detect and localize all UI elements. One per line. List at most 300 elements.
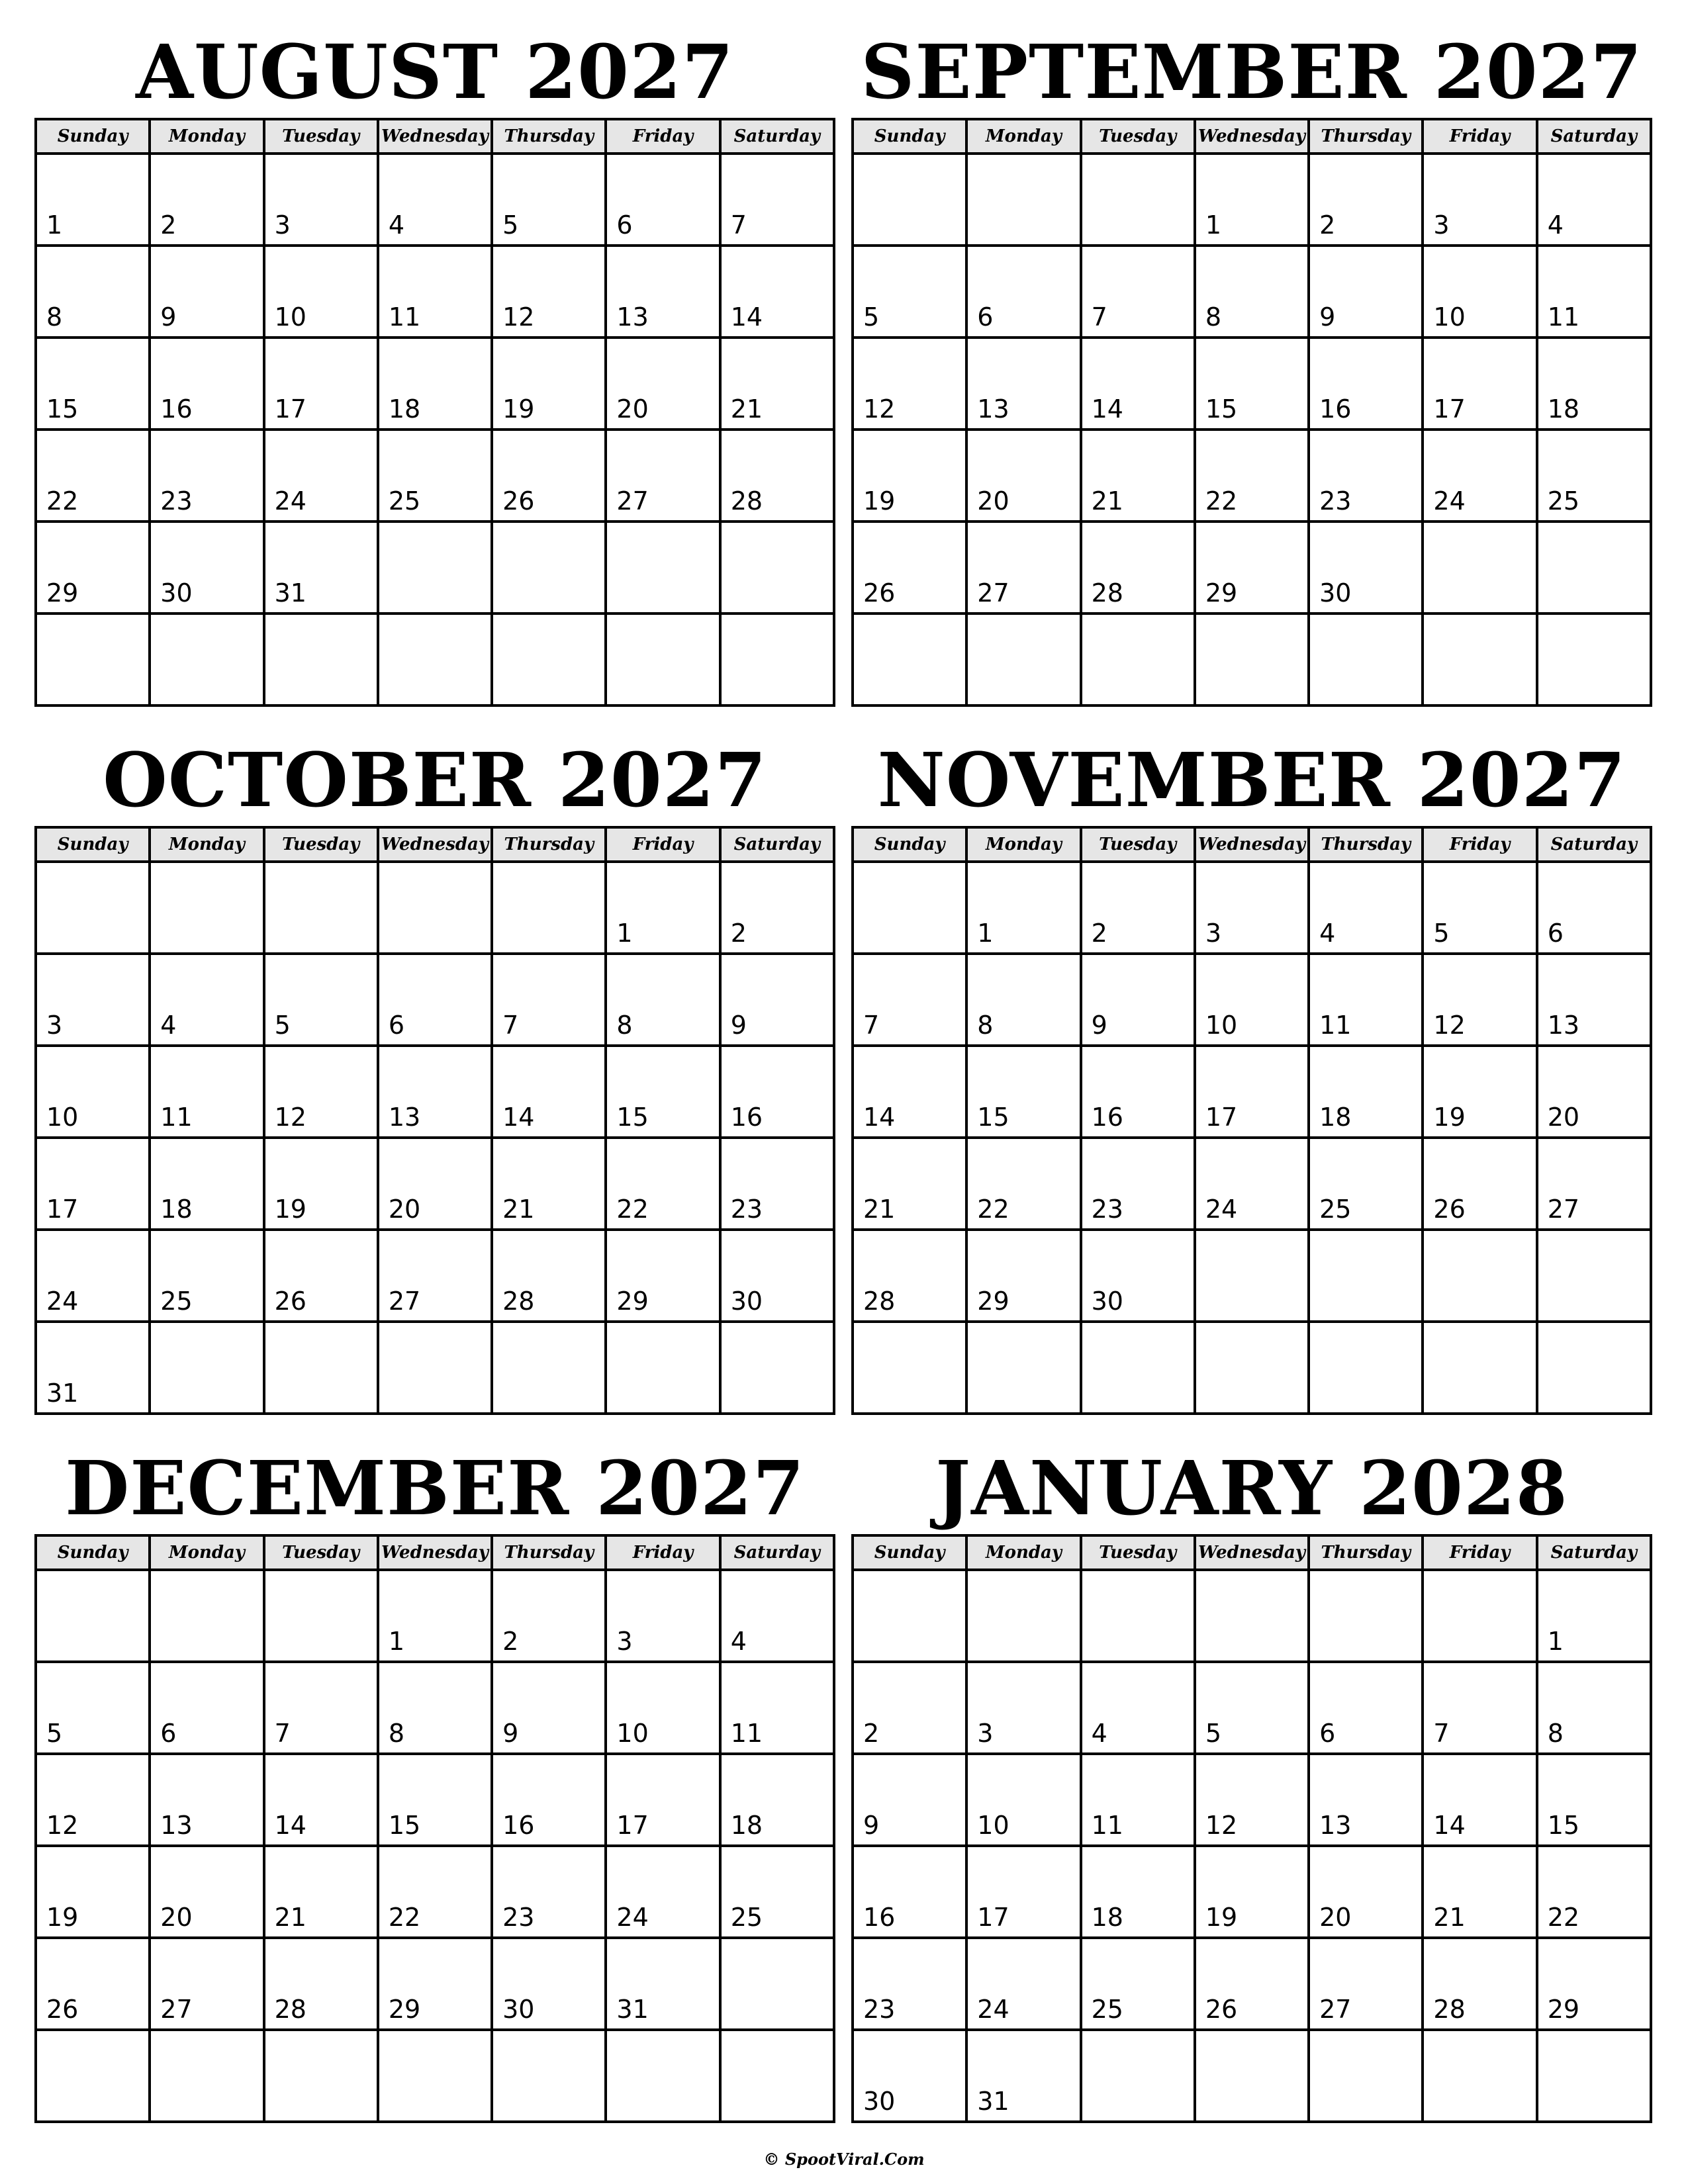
day-cell — [264, 1754, 378, 1846]
day-number: 12 — [274, 1103, 306, 1132]
day-cell — [1195, 1846, 1309, 1938]
day-cell — [378, 1230, 492, 1322]
day-cell — [1309, 246, 1423, 338]
day-cell — [1309, 1846, 1423, 1938]
day-cell — [1537, 1322, 1651, 1414]
day-number: 26 — [1205, 1995, 1238, 2024]
day-number: 19 — [274, 1195, 306, 1224]
day-cell — [966, 862, 1080, 954]
day-cell — [378, 1754, 492, 1846]
day-cell — [1537, 246, 1651, 338]
month-grid — [34, 1534, 835, 2123]
day-number: 22 — [977, 1195, 1009, 1224]
day-number: 19 — [1433, 1103, 1466, 1132]
day-cell — [1309, 430, 1423, 522]
footer-credit: © SpootViral.Com — [763, 2150, 925, 2169]
day-number: 7 — [1433, 1719, 1450, 1748]
week-row — [36, 954, 834, 1046]
day-cell — [492, 1046, 606, 1138]
month-grid — [851, 118, 1652, 707]
month-grid — [851, 826, 1652, 1415]
day-number: 7 — [863, 1011, 880, 1040]
day-cell — [1423, 1754, 1536, 1846]
weekday-header-row — [36, 1535, 834, 1570]
day-cell — [1309, 522, 1423, 614]
day-cell — [36, 1662, 150, 1754]
day-cell — [1081, 1322, 1195, 1414]
day-cell — [36, 338, 150, 430]
weekday-header: Sunday — [36, 827, 150, 862]
day-number: 9 — [502, 1719, 519, 1748]
day-number: 13 — [616, 302, 649, 332]
day-cell — [966, 954, 1080, 1046]
day-cell — [378, 522, 492, 614]
day-cell — [1537, 1230, 1651, 1322]
day-cell — [966, 1754, 1080, 1846]
day-cell — [853, 1046, 966, 1138]
day-number: 15 — [46, 394, 79, 424]
day-cell — [36, 1230, 150, 1322]
day-cell — [264, 1322, 378, 1414]
day-cell — [264, 1046, 378, 1138]
day-cell — [966, 522, 1080, 614]
month-title-text: AUGUST 2027 — [136, 29, 734, 116]
day-cell — [36, 1046, 150, 1138]
day-cell — [606, 614, 720, 705]
day-number: 5 — [1205, 1719, 1222, 1748]
day-cell — [1537, 954, 1651, 1046]
month-title-text: NOVEMBER 2027 — [877, 737, 1626, 824]
month-calendar — [34, 0, 835, 683]
day-number: 28 — [502, 1287, 535, 1316]
day-cell — [853, 1230, 966, 1322]
day-number: 16 — [730, 1103, 763, 1132]
day-cell — [1081, 154, 1195, 246]
day-cell — [1081, 1230, 1195, 1322]
month-title-text: DECEMBER 2027 — [65, 1445, 805, 1532]
day-number: 18 — [1091, 1903, 1123, 1932]
day-cell — [1423, 338, 1536, 430]
day-cell — [1309, 614, 1423, 705]
day-number: 22 — [46, 486, 79, 516]
day-number: 31 — [46, 1379, 79, 1408]
day-number: 1 — [46, 210, 63, 240]
day-cell — [378, 954, 492, 1046]
day-cell — [36, 154, 150, 246]
day-number: 5 — [274, 1011, 291, 1040]
day-number: 10 — [616, 1719, 649, 1748]
weekday-header: Thursday — [1309, 1535, 1423, 1570]
weekday-header: Sunday — [36, 119, 150, 154]
day-cell — [1309, 154, 1423, 246]
day-cell — [1537, 614, 1651, 705]
day-cell — [36, 1138, 150, 1230]
day-number: 30 — [502, 1995, 535, 2024]
weekday-header: Sunday — [36, 1535, 150, 1570]
day-number: 13 — [977, 394, 1009, 424]
day-cell — [378, 246, 492, 338]
weekday-header-row — [853, 827, 1651, 862]
day-number: 1 — [1547, 1627, 1564, 1656]
day-number: 27 — [160, 1995, 193, 2024]
day-number: 29 — [46, 578, 79, 608]
day-cell — [150, 954, 263, 1046]
day-number: 14 — [1091, 394, 1123, 424]
day-number: 10 — [977, 1811, 1009, 1840]
week-row — [36, 614, 834, 705]
day-cell — [378, 1138, 492, 1230]
month-title-text: OCTOBER 2027 — [103, 737, 767, 824]
day-cell — [606, 1938, 720, 2030]
day-number: 25 — [1091, 1995, 1123, 2024]
week-row — [36, 1230, 834, 1322]
day-cell — [1195, 1046, 1309, 1138]
day-cell — [1195, 614, 1309, 705]
day-number: 8 — [46, 302, 63, 332]
day-cell — [1195, 862, 1309, 954]
day-cell — [606, 1754, 720, 1846]
day-number: 5 — [502, 210, 519, 240]
day-number: 12 — [502, 302, 535, 332]
day-cell — [966, 1938, 1080, 2030]
day-cell — [1309, 1138, 1423, 1230]
day-number: 20 — [388, 1195, 421, 1224]
day-number: 6 — [1319, 1719, 1336, 1748]
day-number: 28 — [1091, 578, 1123, 608]
day-cell — [720, 862, 834, 954]
day-cell — [1537, 522, 1651, 614]
week-row — [36, 430, 834, 522]
day-cell — [492, 338, 606, 430]
week-row — [36, 1662, 834, 1754]
month-title — [34, 708, 835, 827]
day-number: 18 — [388, 394, 421, 424]
day-cell — [150, 430, 263, 522]
day-number: 20 — [1547, 1103, 1580, 1132]
day-cell — [36, 1846, 150, 1938]
weekday-header: Monday — [966, 827, 1080, 862]
day-cell — [606, 1570, 720, 1662]
weekday-header: Thursday — [492, 827, 606, 862]
day-cell — [1537, 1754, 1651, 1846]
day-number: 17 — [616, 1811, 649, 1840]
day-cell — [966, 614, 1080, 705]
week-row — [36, 1138, 834, 1230]
weekday-header-row — [853, 119, 1651, 154]
day-cell — [1081, 614, 1195, 705]
day-number: 1 — [1205, 210, 1222, 240]
day-number: 11 — [1547, 302, 1580, 332]
day-cell — [378, 338, 492, 430]
day-cell — [1423, 1570, 1536, 1662]
day-number: 12 — [1205, 1811, 1238, 1840]
day-number: 13 — [160, 1811, 193, 1840]
day-cell — [1309, 1662, 1423, 1754]
day-cell — [1309, 1322, 1423, 1414]
day-cell — [492, 2030, 606, 2122]
day-cell — [1081, 1754, 1195, 1846]
day-number: 16 — [502, 1811, 535, 1840]
weekday-header: Friday — [606, 1535, 720, 1570]
day-cell — [264, 1662, 378, 1754]
day-cell — [1195, 1570, 1309, 1662]
day-cell — [378, 614, 492, 705]
day-number: 19 — [46, 1903, 79, 1932]
day-number: 30 — [863, 2087, 896, 2116]
day-number: 28 — [1433, 1995, 1466, 2024]
weekday-header: Monday — [150, 827, 263, 862]
day-number: 23 — [160, 486, 193, 516]
day-number: 3 — [977, 1719, 994, 1748]
day-number: 3 — [1205, 919, 1222, 948]
weekday-header: Tuesday — [264, 827, 378, 862]
week-row — [853, 430, 1651, 522]
day-number: 21 — [1433, 1903, 1466, 1932]
day-number: 20 — [616, 394, 649, 424]
day-cell — [36, 954, 150, 1046]
weekday-header: Monday — [966, 119, 1080, 154]
day-number: 31 — [977, 2087, 1009, 2116]
week-row — [853, 1322, 1651, 1414]
day-cell — [492, 1322, 606, 1414]
day-cell — [1423, 246, 1536, 338]
day-number: 15 — [1205, 394, 1238, 424]
week-row — [36, 1322, 834, 1414]
day-cell — [966, 1046, 1080, 1138]
day-number: 1 — [977, 919, 994, 948]
day-cell — [966, 430, 1080, 522]
weekday-header: Monday — [150, 1535, 263, 1570]
month-grid — [34, 826, 835, 1415]
day-number: 2 — [160, 210, 177, 240]
day-number: 4 — [388, 210, 405, 240]
day-number: 12 — [1433, 1011, 1466, 1040]
day-cell — [264, 1138, 378, 1230]
day-cell — [1195, 430, 1309, 522]
day-cell — [36, 1570, 150, 1662]
day-number: 21 — [274, 1903, 306, 1932]
day-cell — [36, 1322, 150, 1414]
weekday-header: Saturday — [720, 119, 834, 154]
day-number: 25 — [388, 486, 421, 516]
day-cell — [720, 1570, 834, 1662]
day-cell — [1309, 338, 1423, 430]
weekday-header: Saturday — [1537, 827, 1651, 862]
week-row — [853, 1046, 1651, 1138]
day-cell — [1537, 154, 1651, 246]
week-row — [853, 1230, 1651, 1322]
day-cell — [150, 246, 263, 338]
day-number: 11 — [160, 1103, 193, 1132]
day-cell — [606, 954, 720, 1046]
day-number: 14 — [730, 302, 763, 332]
day-cell — [606, 522, 720, 614]
day-cell — [1423, 1662, 1536, 1754]
day-number: 23 — [502, 1903, 535, 1932]
day-cell — [1195, 1754, 1309, 1846]
month-calendar — [851, 708, 1652, 1391]
day-number: 11 — [730, 1719, 763, 1748]
day-cell — [1081, 338, 1195, 430]
day-cell — [36, 614, 150, 705]
day-cell — [720, 1046, 834, 1138]
day-cell — [150, 2030, 263, 2122]
day-cell — [606, 1230, 720, 1322]
day-cell — [378, 1846, 492, 1938]
day-number: 4 — [1091, 1719, 1107, 1748]
day-cell — [150, 862, 263, 954]
day-cell — [853, 862, 966, 954]
day-cell — [1309, 2030, 1423, 2122]
day-cell — [720, 154, 834, 246]
week-row — [36, 1046, 834, 1138]
day-cell — [853, 2030, 966, 2122]
day-number: 3 — [616, 1627, 633, 1656]
day-cell — [606, 1846, 720, 1938]
day-cell — [606, 430, 720, 522]
day-cell — [966, 1230, 1080, 1322]
day-cell — [378, 1662, 492, 1754]
weekday-header: Thursday — [492, 119, 606, 154]
day-cell — [150, 1046, 263, 1138]
day-cell — [492, 954, 606, 1046]
day-number: 24 — [274, 486, 306, 516]
day-number: 3 — [1433, 210, 1450, 240]
day-cell — [853, 1754, 966, 1846]
day-cell — [1081, 1846, 1195, 1938]
day-cell — [150, 1230, 263, 1322]
day-cell — [264, 430, 378, 522]
day-cell — [36, 430, 150, 522]
day-cell — [378, 862, 492, 954]
day-cell — [36, 1938, 150, 2030]
day-cell — [853, 954, 966, 1046]
day-cell — [1195, 954, 1309, 1046]
week-row — [36, 2030, 834, 2122]
weekday-header: Wednesday — [378, 1535, 492, 1570]
day-cell — [606, 1138, 720, 1230]
day-cell — [853, 246, 966, 338]
day-number: 12 — [46, 1811, 79, 1840]
day-number: 26 — [502, 486, 535, 516]
month-calendar — [34, 708, 835, 1408]
day-number: 17 — [274, 394, 306, 424]
day-number: 2 — [730, 919, 747, 948]
day-cell — [1309, 1230, 1423, 1322]
day-number: 6 — [388, 1011, 405, 1040]
day-cell — [1537, 1938, 1651, 2030]
day-number: 21 — [502, 1195, 535, 1224]
day-number: 29 — [388, 1995, 421, 2024]
day-number: 26 — [274, 1287, 306, 1316]
day-cell — [36, 862, 150, 954]
weekday-header-row — [36, 119, 834, 154]
day-cell — [378, 1570, 492, 1662]
day-number: 15 — [1547, 1811, 1580, 1840]
day-cell — [492, 1138, 606, 1230]
day-number: 28 — [730, 486, 763, 516]
day-number: 15 — [388, 1811, 421, 1840]
weekday-header: Wednesday — [1195, 119, 1309, 154]
day-number: 4 — [160, 1011, 177, 1040]
weekday-header: Monday — [150, 119, 263, 154]
weekday-header-row — [36, 827, 834, 862]
day-number: 17 — [977, 1903, 1009, 1932]
month-title-text: JANUARY 2028 — [935, 1445, 1568, 1532]
day-cell — [966, 154, 1080, 246]
week-row — [853, 614, 1651, 705]
day-cell — [150, 1138, 263, 1230]
day-number: 25 — [1319, 1195, 1352, 1224]
day-cell — [1195, 154, 1309, 246]
day-number: 15 — [616, 1103, 649, 1132]
week-row — [853, 1754, 1651, 1846]
day-number: 21 — [1091, 486, 1123, 516]
day-cell — [720, 1938, 834, 2030]
month-title — [851, 708, 1652, 827]
day-number: 24 — [46, 1287, 79, 1316]
day-cell — [853, 1938, 966, 2030]
week-row — [853, 954, 1651, 1046]
day-cell — [1537, 1662, 1651, 1754]
weekday-header: Saturday — [1537, 1535, 1651, 1570]
day-cell — [1195, 2030, 1309, 2122]
day-number: 19 — [502, 394, 535, 424]
day-cell — [966, 1570, 1080, 1662]
day-cell — [606, 1046, 720, 1138]
day-cell — [1537, 1138, 1651, 1230]
weekday-header: Tuesday — [264, 1535, 378, 1570]
day-cell — [492, 1754, 606, 1846]
day-cell — [1195, 246, 1309, 338]
day-cell — [720, 522, 834, 614]
day-cell — [492, 246, 606, 338]
day-cell — [1081, 1938, 1195, 2030]
week-row — [36, 154, 834, 246]
day-number: 23 — [730, 1195, 763, 1224]
week-row — [36, 246, 834, 338]
month-calendar — [851, 1416, 1652, 2116]
day-number: 20 — [977, 486, 1009, 516]
day-number: 16 — [1319, 394, 1352, 424]
day-number: 14 — [274, 1811, 306, 1840]
day-cell — [150, 522, 263, 614]
day-number: 13 — [388, 1103, 421, 1132]
day-number: 8 — [388, 1719, 405, 1748]
day-cell — [853, 1138, 966, 1230]
day-number: 29 — [1547, 1995, 1580, 2024]
weekday-header: Thursday — [1309, 827, 1423, 862]
day-number: 27 — [1547, 1195, 1580, 1224]
day-number: 10 — [1205, 1011, 1238, 1040]
day-number: 2 — [502, 1627, 519, 1656]
day-number: 6 — [160, 1719, 177, 1748]
day-cell — [1423, 1322, 1536, 1414]
month-grid — [34, 118, 835, 707]
week-row — [36, 1754, 834, 1846]
day-cell — [1309, 1754, 1423, 1846]
day-cell — [150, 1322, 263, 1414]
weekday-header: Friday — [1423, 827, 1536, 862]
day-cell — [36, 522, 150, 614]
day-number: 10 — [274, 302, 306, 332]
day-number: 10 — [46, 1103, 79, 1132]
day-number: 6 — [616, 210, 633, 240]
day-cell — [1423, 154, 1536, 246]
day-number: 20 — [160, 1903, 193, 1932]
day-cell — [492, 154, 606, 246]
day-cell — [1081, 1138, 1195, 1230]
